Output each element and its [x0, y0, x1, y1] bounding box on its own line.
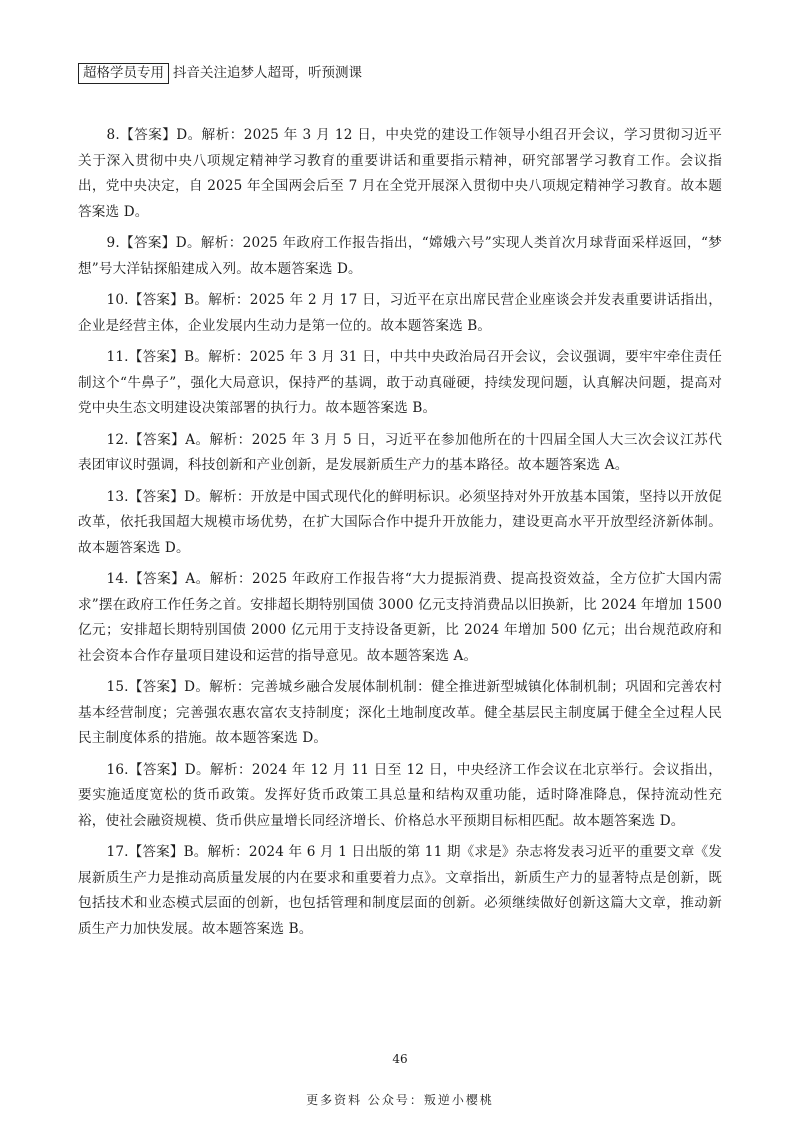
answer-item-17: 17.【答案】B。解析：2024 年 6 月 1 日出版的第 11 期《求是》杂志将发表习近平的重要文章《发展新质生产力是推动高质量发展的内在要求和重要着力点》。文章指出，新质生产力的显著特点是创新，既包括技术和业态模式层面的创新，也包括管理和制度层面的创新。必须继续做好创新这篇大文章，推动新质生产力加快发展。故本题答案选 B。 [78, 844, 722, 937]
header-text: 抖音关注追梦人超哥，听预测课 [173, 65, 362, 81]
answer-item-14: 14.【答案】A。解析：2025 年政府工作报告将“大力提振消费、提高投资效益，全方位扩大国内需求”摆在政府工作任务之首。安排超长期特别国债 3000 亿元支持消费品以旧换新，比 2024 年增加 1500 亿元；安排超长期特别国债 2000 亿元用于支持设备更新，比 2024 年增加 500 亿元；出台规范政府和社会资本合作存量项目建设和运营的指导意见。故本题答案选 A。 [78, 571, 722, 664]
page-header [78, 63, 362, 84]
answer-item-16: 16.【答案】D。解析：2024 年 12 月 11 日至 12 日，中央经济工作会议在北京举行。会议指出，要实施适度宽松的货币政策。发挥好货币政策工具总量和结构双重功能，适时降准降息，保持流动性充裕，使社会融资规模、货币供应量增长同经济增长、价格总水平预期目标相匹配。故本题答案选 D。 [78, 761, 722, 829]
answer-item-9: 9.【答案】D。解析：2025 年政府工作报告指出，“嫦娥六号”实现人类首次月球背面采样返回，“梦想”号大洋钻探船建成入列。故本题答案选 D。 [78, 235, 722, 277]
answer-item-10: 10.【答案】B。解析：2025 年 2 月 17 日，习近平在京出席民营企业座谈会并发表重要讲话指出，企业是经营主体，企业发展内生动力是第一位的。故本题答案选 B。 [78, 292, 722, 334]
answer-item-12: 12.【答案】A。解析：2025 年 3 月 5 日，习近平在参加他所在的十四届全国人大三次会议江苏代表团审议时强调，科技创新和产业创新，是发展新质生产力的基本路径。故本题答案选 A。 [78, 431, 722, 473]
answer-item-11: 11.【答案】B。解析：2025 年 3 月 31 日，中共中央政治局召开会议，会议强调，要牢牢牵住责任制这个“牛鼻子”，强化大局意识，保持严的基调，敢于动真碰硬，持续发现问题，认真解决问题，提高对党中央生态文明建设决策部署的执行力。故本题答案选 B。 [78, 349, 722, 416]
answer-item-15: 15.【答案】D。解析：完善城乡融合发展体制机制：健全推进新型城镇化体制机制；巩固和完善农村基本经营制度；完善强农惠农富农支持制度；深化土地制度改革。健全基层民主制度属于健全全过程人民民主制度体系的措施。故本题答案选 D。 [78, 679, 722, 746]
answer-item-13: 13.【答案】D。解析：开放是中国式现代化的鲜明标识。必须坚持对外开放基本国策，坚持以开放促改革，依托我国超大规模市场优势，在扩大国际合作中提升开放能力，建设更高水平开放型经济新体制。故本题答案选 D。 [78, 488, 722, 556]
page-number: 46 [392, 1052, 408, 1066]
answer-item-8: 8.【答案】D。解析：2025 年 3 月 12 日，中央党的建设工作领导小组召开会议，学习贯彻习近平关于深入贯彻中央八项规定精神学习教育的重要讲话和重要指示精神，研究部署学习教育工作。会议指出，党中央决定，自 2025 年全国两会后至 7 月在全党开展深入贯彻中央八项规定精神学习教育。故本题答案选 D。 [78, 127, 722, 220]
answer-list [78, 123, 722, 948]
header-badge: 超格学员专用 [78, 63, 169, 84]
page-footer: 更多资料 公众号：叛逆小樱桃 [306, 1093, 494, 1107]
